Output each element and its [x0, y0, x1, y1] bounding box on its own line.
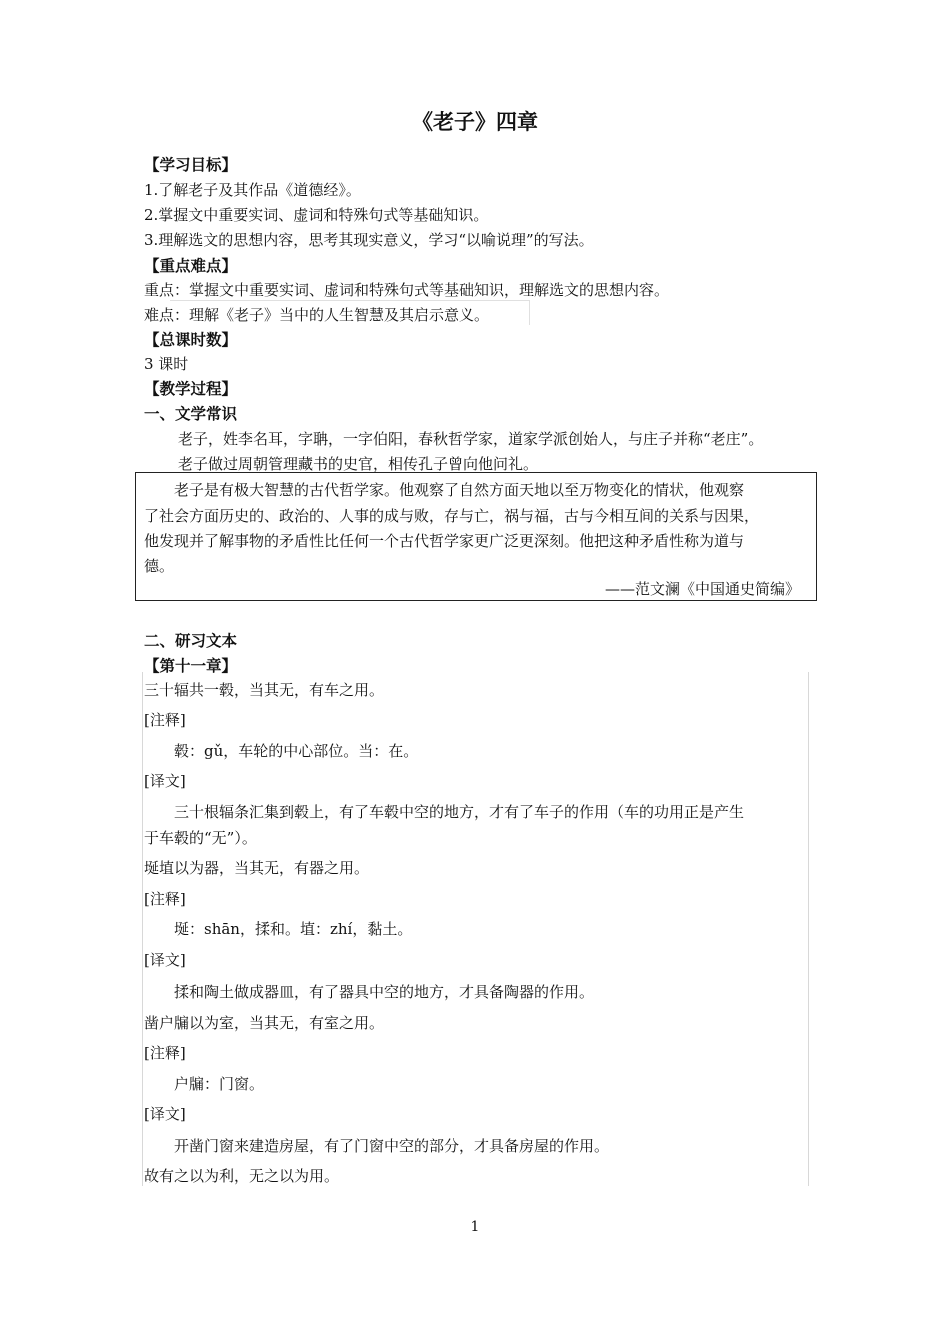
- text-line: 于车毂的“无”）。: [144, 829, 257, 847]
- text-line: 三十根辐条汇集到毂上，有了车毂中空的地方，才有了车子的作用（车的功用正是产生: [144, 803, 745, 821]
- key-points: 重点：掌握文中重要实词、虚词和特殊句式等基础知识，理解选文的思想内容。: [144, 281, 670, 299]
- process-heading: 【教学过程】: [144, 380, 238, 398]
- text-line: 故有之以为利，无之以为用。: [144, 1167, 340, 1185]
- text-line: [注释]: [144, 890, 186, 908]
- text-line: 毂：gǔ，车轮的中心部位。当：在。: [144, 742, 419, 760]
- text-line: [译文]: [144, 772, 186, 790]
- text-line: 开凿门窗来建造房屋，有了门窗中空的部分，才具备房屋的作用。: [144, 1137, 610, 1155]
- goals-heading: 【学习目标】: [144, 156, 238, 174]
- page-title: 《老子》四章: [412, 110, 538, 134]
- goal-item: 3.理解选文的思想内容，思考其现实意义，学习“以喻说理”的写法。: [144, 231, 594, 249]
- text-line: 三十辐共一毂，当其无，有车之用。: [144, 681, 385, 699]
- goal-item: 1.了解老子及其作品《道德经》。: [144, 181, 361, 199]
- text-line: 户牖：门窗。: [144, 1075, 265, 1093]
- text-line: [译文]: [144, 1105, 186, 1123]
- part2-heading: 二、研习文本: [144, 632, 238, 650]
- text-line: 埏：shān，揉和。埴：zhí，黏土。: [144, 920, 413, 938]
- text-line: 揉和陶土做成器皿，有了器具中空的地方，才具备陶器的作用。: [144, 983, 595, 1001]
- quote-line: 他发现并了解事物的矛盾性比任何一个古代哲学家更广泛更深刻。他把这种矛盾性称为道与: [144, 532, 745, 550]
- hours: 3 课时: [144, 355, 189, 373]
- hours-heading: 【总课时数】: [144, 331, 238, 349]
- text-line: 凿户牖以为室，当其无，有室之用。: [144, 1014, 385, 1032]
- text-line: [注释]: [144, 711, 186, 729]
- key-heading: 【重点难点】: [144, 257, 238, 275]
- quote-line: 了社会方面历史的、政治的、人事的成与败，存与亡，祸与福，古与今相互间的关系与因果，: [144, 507, 760, 525]
- text-line: [注释]: [144, 1044, 186, 1062]
- text-frame-left: [142, 672, 143, 1186]
- text-line: [译文]: [144, 951, 186, 969]
- part1-line: 老子，姓李名耳，字聃，一字伯阳，春秋哲学家，道家学派创始人，与庄子并称“老庄”。: [178, 430, 764, 448]
- quote-source: ——范文澜《中国通史简编》: [604, 580, 800, 598]
- difficulty: 难点：理解《老子》当中的人生智慧及其启示意义。: [144, 306, 490, 324]
- text-line: 埏埴以为器，当其无，有器之用。: [144, 859, 370, 877]
- goal-item: 2.掌握文中重要实词、虚词和特殊句式等基础知识。: [144, 206, 489, 224]
- text-frame-right: [808, 672, 809, 1186]
- quote-line: 德。: [144, 557, 175, 575]
- part1-heading: 一、文学常识: [144, 405, 238, 423]
- quote-line: 老子是有极大智慧的古代哲学家。他观察了自然方面天地以至万物变化的情状，他观察: [144, 481, 745, 499]
- part1-line: 老子做过周朝管理藏书的史官，相传孔子曾向他问礼。: [178, 455, 539, 473]
- page-number: 1: [470, 1219, 480, 1235]
- chapter-heading: 【第十一章】: [144, 657, 238, 675]
